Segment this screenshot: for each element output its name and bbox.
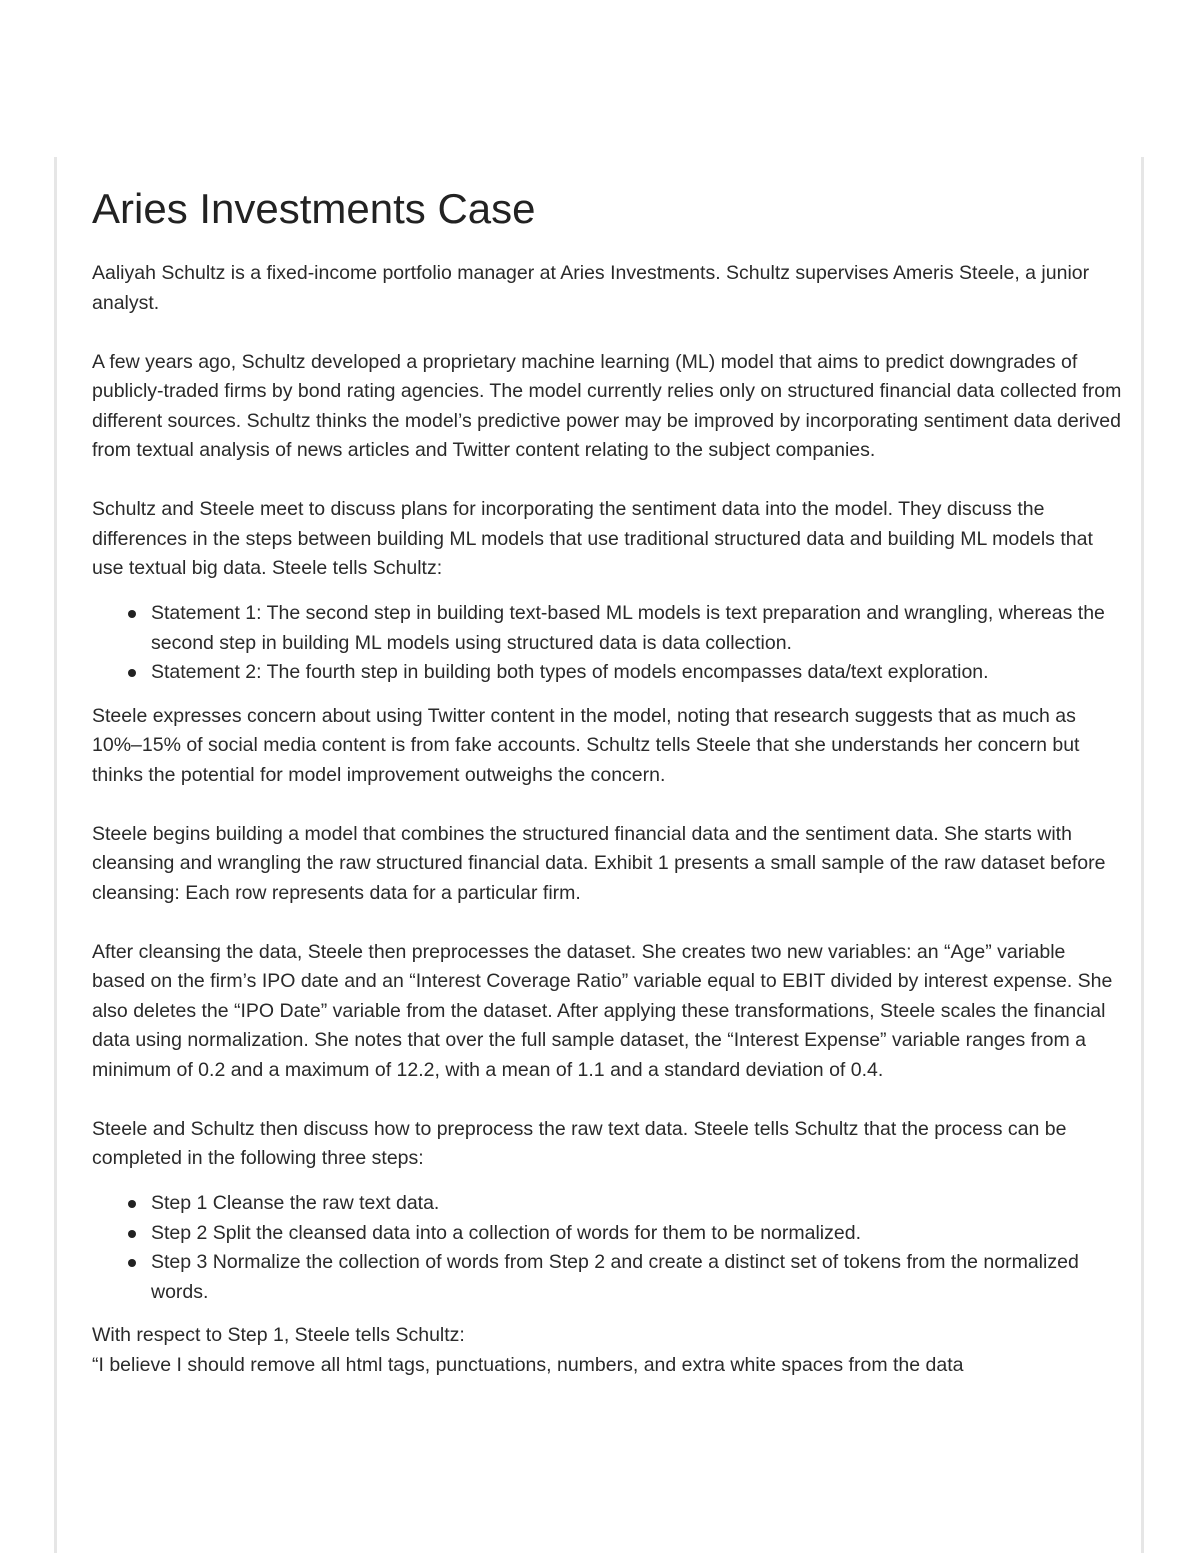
paragraph-quote: “I believe I should remove all html tags, punctuations, numbers, and extra white spaces from the data [92, 1353, 964, 1376]
bullet-icon [128, 1259, 136, 1267]
paragraph-preprocessing: After cleansing the data, Steele then preprocesses the dataset. She creates two new variables: an “Age” variable based on the firm’s IPO date and an “Interest Coverage Ratio” variable equal to EBIT divided by interest expense. She also deletes the “IPO Date” variable from the dataset. After applying these transformations, Steele scales the financial data using normalization. She notes that over the full sample dataset, the “Interest Expense” variable ranges from a minimum of 0.2 and a maximum of 12.2, with a mean of 1.1 and a standard deviation of 0.4. [92, 940, 1113, 1081]
bullet-icon [128, 669, 136, 677]
paragraph-step1-respect: With respect to Step 1, Steele tells Schultz: [92, 1324, 465, 1346]
steps-list-wrap [92, 1189, 1122, 1307]
bullet-icon [128, 1230, 136, 1238]
step-text: Step 1 Cleanse the raw text data. [151, 1192, 440, 1214]
statement-text: Statement 1: The second step in building text-based ML models is text preparation and wrangling, whereas the second step in building ML models using structured data is data collection. [151, 602, 1105, 654]
document-title: Aries Investments Case [92, 185, 536, 232]
paragraph-ml-model: A few years ago, Schultz developed a proprietary machine learning (ML) model that aims to predict downgrades of publicly-traded firms by bond rating agencies. The model currently relies only on structured financial data collected from different sources. Schultz thinks the model’s predictive power may be improved by incorporating sentiment data derived from textual analysis of news articles and Twitter content relating to the subject companies. [92, 350, 1122, 461]
list-item [92, 599, 1122, 658]
list-item [92, 658, 1122, 688]
list-item [92, 1219, 1122, 1249]
list-item [92, 1189, 1122, 1219]
paragraph-intro: Aaliyah Schultz is a fixed-income portfolio manager at Aries Investments. Schultz supervises Ameris Steele, a junior analyst. [92, 262, 1090, 314]
step-text: Step 2 Split the cleansed data into a collection of words for them to be normalized. [151, 1221, 861, 1244]
statements-list [92, 599, 1122, 688]
paragraph-meeting: Schultz and Steele meet to discuss plans for incorporating the sentiment data into the model. They discuss the differences in the steps between building ML models that use traditional structured data and building ML models that use textual big data. Steele tells Schultz: [92, 498, 1093, 579]
document-body [92, 183, 1122, 1380]
steps-list [92, 1189, 1122, 1307]
statement-text: Statement 2: The fourth step in building both types of models encompasses data/text exploration. [151, 661, 989, 683]
step-text: Step 3 Normalize the collection of words from Step 2 and create a distinct set of tokens from the normalized words. [151, 1251, 1079, 1303]
paragraph-text-steps-intro: Steele and Schultz then discuss how to preprocess the raw text data. Steele tells Schultz that the process can be completed in the following three steps: [92, 1117, 1067, 1169]
paragraph-twitter-concern: Steele expresses concern about using Twitter content in the model, noting that research suggests that as much as 10%–15% of social media content is from fake accounts. Schultz tells Steele that she understands her concern but thinks the potential for model improvement outweighs the concern. [92, 704, 1080, 786]
paragraph-building-model: Steele begins building a model that combines the structured financial data and the sentiment data. She starts with cleansing and wrangling the raw structured financial data. Exhibit 1 presents a small sample of the raw dataset before cleansing: Each row represents data for a particular firm. [92, 822, 1106, 904]
bullet-icon [128, 610, 136, 618]
bullet-icon [128, 1200, 136, 1208]
statements-list-wrap [92, 599, 1122, 688]
list-item [92, 1248, 1122, 1307]
